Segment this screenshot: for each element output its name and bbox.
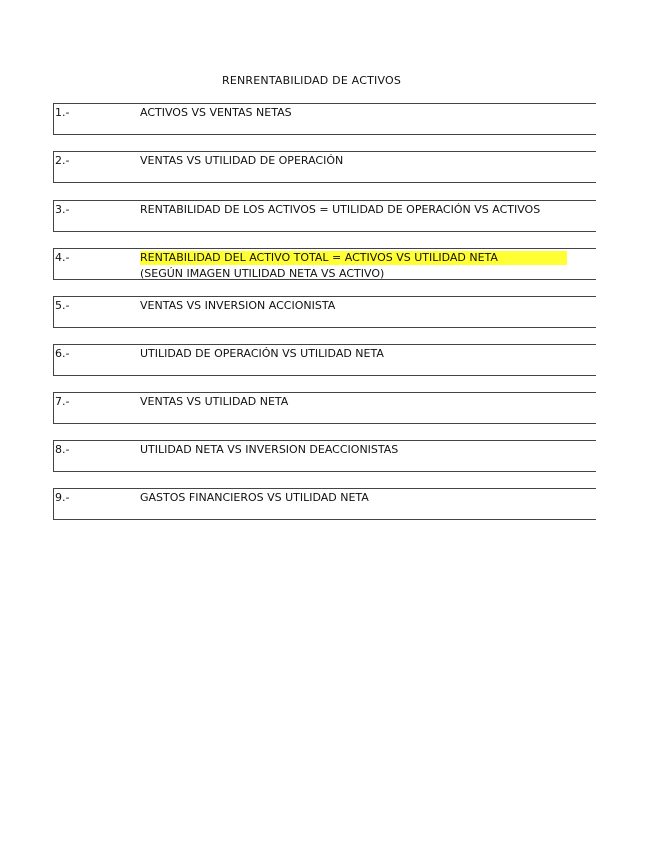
list-item [53, 296, 596, 328]
item-text [140, 299, 335, 315]
item-line: VENTAS VS INVERSION ACCIONISTA [140, 299, 336, 312]
item-text [140, 251, 567, 283]
highlighted-text: RENTABILIDAD DEL ACTIVO TOTAL = ACTIVOS VS UTILIDAD NETA [140, 251, 567, 265]
list-item [53, 344, 596, 376]
item-text [140, 106, 292, 122]
item-line: RENTABILIDAD DE LOS ACTIVOS = UTILIDAD DE OPERACIÓN VS ACTIVOS [140, 203, 541, 216]
list-item [53, 440, 596, 472]
item-text [140, 347, 384, 363]
item-line: VENTAS VS UTILIDAD NETA [140, 395, 289, 408]
item-line: GASTOS FINANCIEROS VS UTILIDAD NETA [140, 491, 369, 504]
list-item [53, 392, 596, 424]
item-number: 3.- [55, 203, 70, 216]
item-line: VENTAS VS UTILIDAD DE OPERACIÓN [140, 154, 344, 167]
list-item [53, 488, 596, 520]
list-item [53, 200, 596, 232]
item-number: 2.- [55, 154, 70, 167]
list-item-highlighted [53, 248, 596, 280]
item-number: 8.- [55, 443, 70, 456]
item-number: 9.- [55, 491, 70, 504]
item-number: 7.- [55, 395, 70, 408]
list-item [53, 151, 596, 183]
item-number: 4.- [55, 251, 70, 264]
item-text [140, 395, 288, 411]
item-text [140, 203, 540, 219]
item-number: 1.- [55, 106, 70, 119]
item-line: UTILIDAD NETA VS INVERSION DEACCIONISTAS [140, 443, 399, 456]
item-text [140, 443, 398, 459]
list-item [53, 103, 596, 135]
item-line: UTILIDAD DE OPERACIÓN VS UTILIDAD NETA [140, 347, 384, 360]
item-number: 6.- [55, 347, 70, 360]
page-title: RENRENTABILIDAD DE ACTIVOS [221, 74, 402, 87]
item-number: 5.- [55, 299, 70, 312]
item-text [140, 154, 343, 170]
item-text [140, 491, 369, 507]
item-line: ACTIVOS VS VENTAS NETAS [140, 106, 292, 119]
item-line-highlighted [140, 251, 567, 267]
item-line-note: (SEGÚN IMAGEN UTILIDAD NETA VS ACTIVO) [140, 267, 385, 280]
